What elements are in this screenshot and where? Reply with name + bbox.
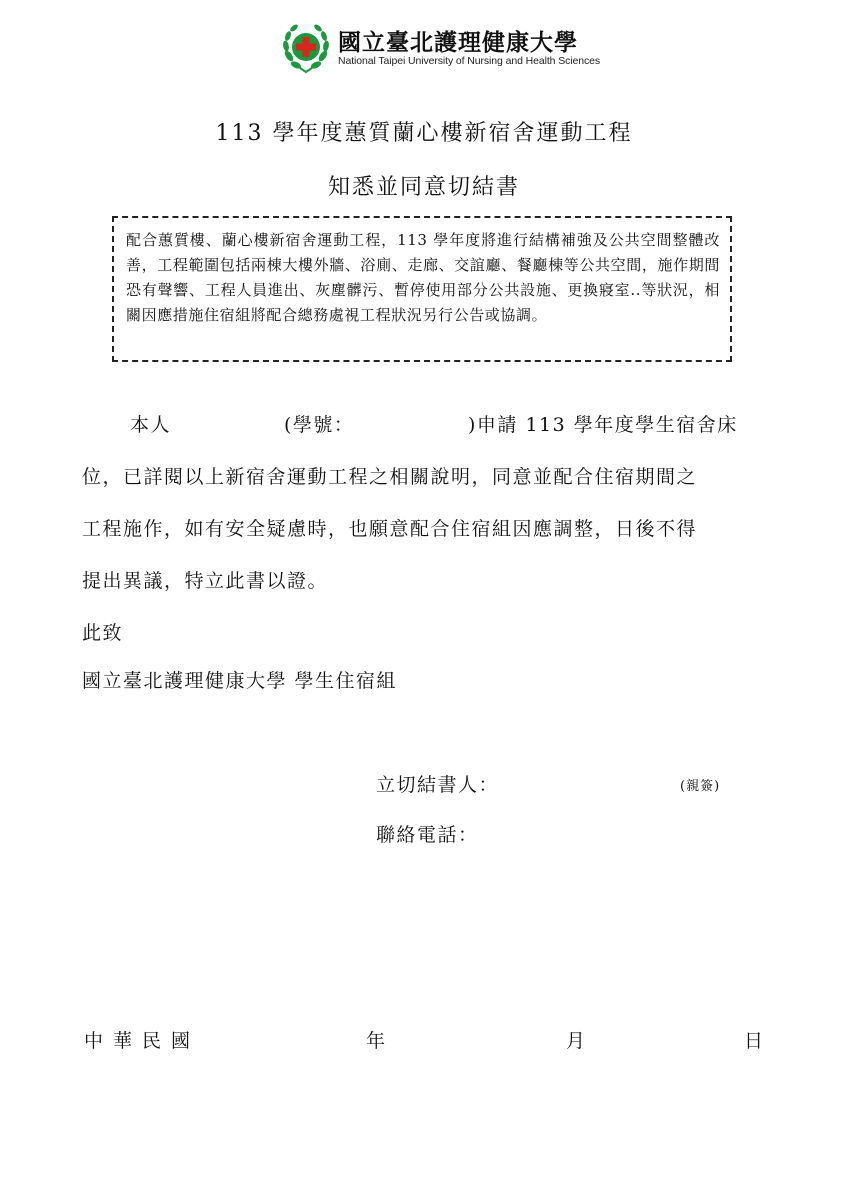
notice-box xyxy=(112,216,732,362)
recipient: 國立臺北護理健康大學 學生住宿組 xyxy=(82,670,398,692)
school-name-en: National Taipei University of Nursing and Health Sciences xyxy=(338,55,600,67)
salutation: 此致 xyxy=(82,622,124,644)
date-year-label: 年 xyxy=(366,1030,386,1052)
date-day-label: 日 xyxy=(744,1030,764,1052)
statement-line2: 位，已詳閱以上新宿舍運動工程之相關說明，同意並配合住宿期間之 xyxy=(82,466,698,488)
university-logo xyxy=(280,22,600,74)
statement-line4: 提出異議，特立此書以證。 xyxy=(82,570,329,592)
statement-line3: 工程施作，如有安全疑慮時，也願意配合住宿組因應調整，日後不得 xyxy=(82,518,698,540)
school-name-zh: 國立臺北護理健康大學 xyxy=(338,30,578,56)
document-subtitle: 知悉並同意切結書 xyxy=(327,175,520,200)
statement-line1-student-id: (學號： xyxy=(284,414,355,436)
date-month-label: 月 xyxy=(566,1030,586,1052)
document-title: 113 學年度蕙質蘭心樓新宿舍運動工程 xyxy=(215,121,633,146)
phone-label: 聯絡電話： xyxy=(376,824,479,846)
notice-text: 配合蕙質樓、蘭心樓新宿舍運動工程，113 學年度將進行結構補強及公共空間整體改善，工程範圍包括兩棟大樓外牆、浴廁、走廊、交誼廳、餐廳棟等公共空間，施作期間恐有聲響、工程人員進出、灰塵髒污、暫停使用部分公共設施、更換寢室..等狀況，相關因應措施住宿組將配合總務處視工程狀況另行公告或協調。 xyxy=(126,231,720,324)
university-emblem-icon xyxy=(280,22,332,74)
date-era: 中華民國 xyxy=(84,1030,201,1052)
statement-line1-name: 本人 xyxy=(130,414,172,436)
statement-line1-apply: )申請 113 學年度學生宿舍床 xyxy=(468,414,738,436)
signer-label: 立切結書人： xyxy=(376,774,500,796)
handsign-note: (親簽) xyxy=(680,779,721,794)
